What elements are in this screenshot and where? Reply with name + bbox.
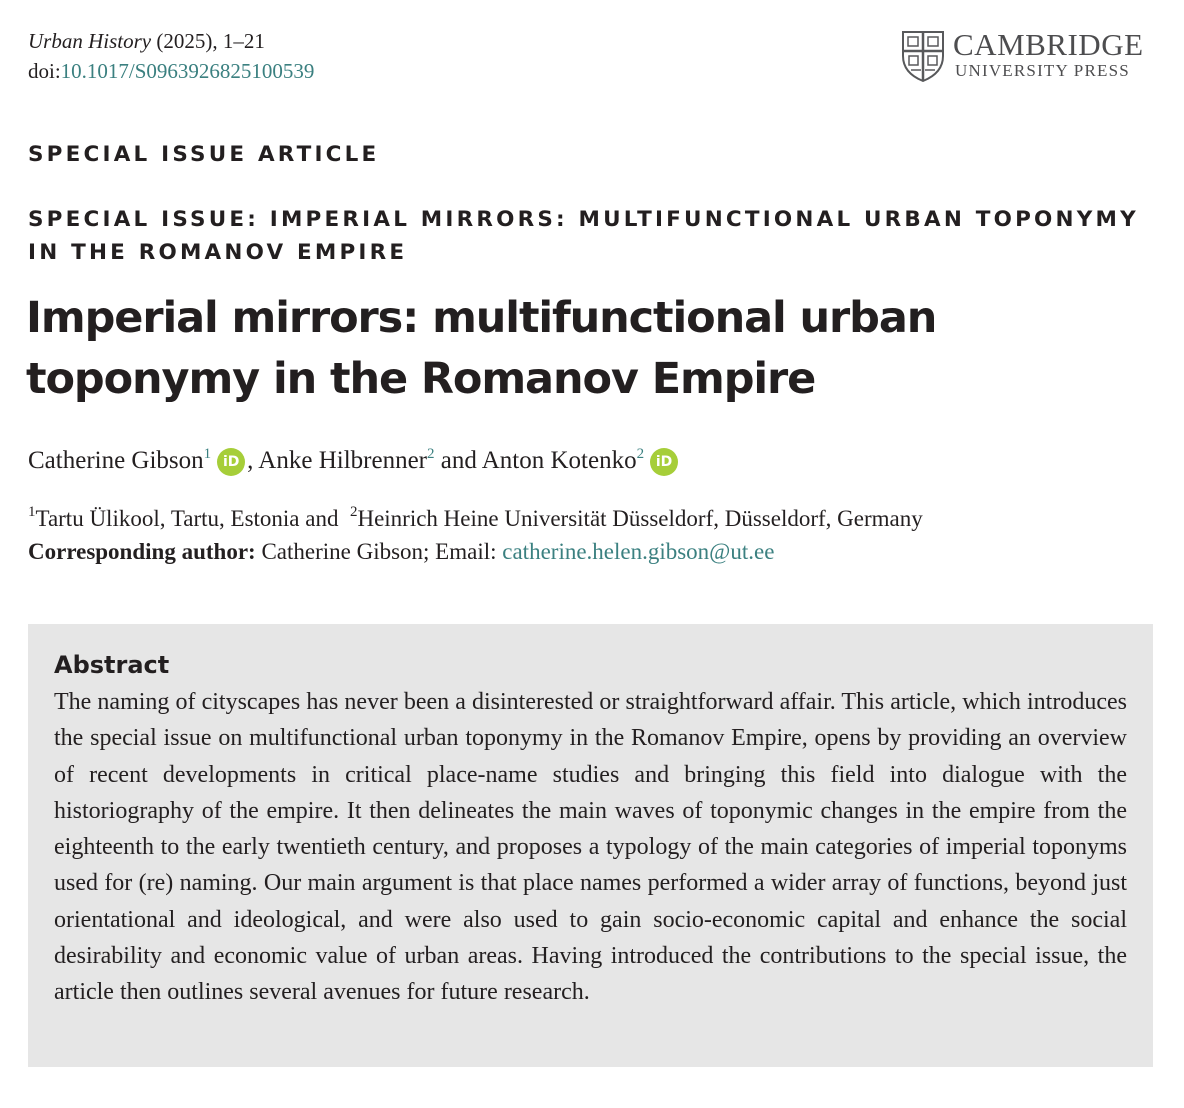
- special-issue-label: SPECIAL ISSUE: IMPERIAL MIRRORS: MULTIFUNCTIONAL URBAN TOPONYMY IN THE ROMANOV EMPIRE: [28, 207, 1139, 265]
- article-title: Imperial mirrors: multifunctional urban toponymy in the Romanov Empire: [26, 293, 937, 404]
- author-name: Anton Kotenko: [481, 447, 637, 474]
- corresponding-author-text: Catherine Gibson; Email:: [255, 539, 503, 564]
- affiliation-number: 2: [349, 504, 358, 520]
- doi-link[interactable]: 10.1017/S0963926825100539: [60, 59, 315, 83]
- corresponding-author-label: Corresponding author:: [28, 539, 256, 564]
- journal-year-pages: (2025), 1–21: [156, 29, 265, 53]
- author-affiliation-ref: 2: [636, 446, 645, 462]
- logo-wordmark-press: UNIVERSITY PRESS: [955, 61, 1130, 80]
- affiliations: [28, 502, 923, 535]
- affiliation-2: Heinrich Heine Universität Düsseldorf, Düsseldorf, Germany: [357, 506, 923, 531]
- journal-citation: [28, 26, 314, 56]
- abstract-text: The naming of cityscapes has never been a disinterested or straightforward affair. This article, which introduces the special issue on multifunctional urban toponymy in the Romanov Empire, opens by providing an overview of recent developments in critical place-name studies and bringing this field into dialogue with the historiography of the empire. It then delineates the main waves of toponymic changes in the empire from the eighteenth to the early twentieth century, and proposes a typology of the main categories of imperial toponyms used for (re) naming. Our main argument is that place names performed a wider array of functions, beyond just orientational and ideological, and were also used to gain socio-economic capital and enhance the social desirability and economic value of urban areas. Having introduced the contributions to the special issue, the article then outlines several avenues for future research.: [54, 689, 1127, 1006]
- affiliation-1: Tartu Ülikool, Tartu, Estonia and: [35, 506, 339, 531]
- abstract-box: [28, 624, 1153, 1067]
- author-separator: and: [434, 447, 482, 474]
- author-name: Catherine Gibson: [28, 447, 204, 474]
- article-type-label: SPECIAL ISSUE ARTICLE: [28, 142, 380, 167]
- email-link[interactable]: catherine.helen.gibson@ut.ee: [502, 539, 775, 564]
- author-affiliation-ref: 2: [427, 446, 435, 462]
- author-separator: ,: [247, 447, 259, 474]
- author-list: [28, 441, 680, 481]
- cambridge-shield-icon: [901, 30, 945, 82]
- journal-name: Urban History: [28, 29, 152, 53]
- doi-prefix: doi:: [28, 59, 61, 83]
- affiliation-number: 1: [28, 504, 36, 520]
- doi-line: [28, 56, 314, 86]
- abstract-heading: Abstract: [54, 651, 170, 679]
- author-affiliation-ref: 1: [203, 446, 212, 462]
- corresponding-author: [28, 535, 923, 568]
- affiliations-block: [28, 502, 923, 568]
- journal-info: [28, 26, 314, 86]
- orcid-icon[interactable]: iD: [217, 448, 245, 476]
- cambridge-logo: [899, 28, 1155, 84]
- author-name: Anke Hilbrenner: [258, 447, 427, 474]
- logo-wordmark-cambridge: CAMBRIDGE: [953, 27, 1144, 62]
- orcid-icon[interactable]: iD: [650, 448, 678, 476]
